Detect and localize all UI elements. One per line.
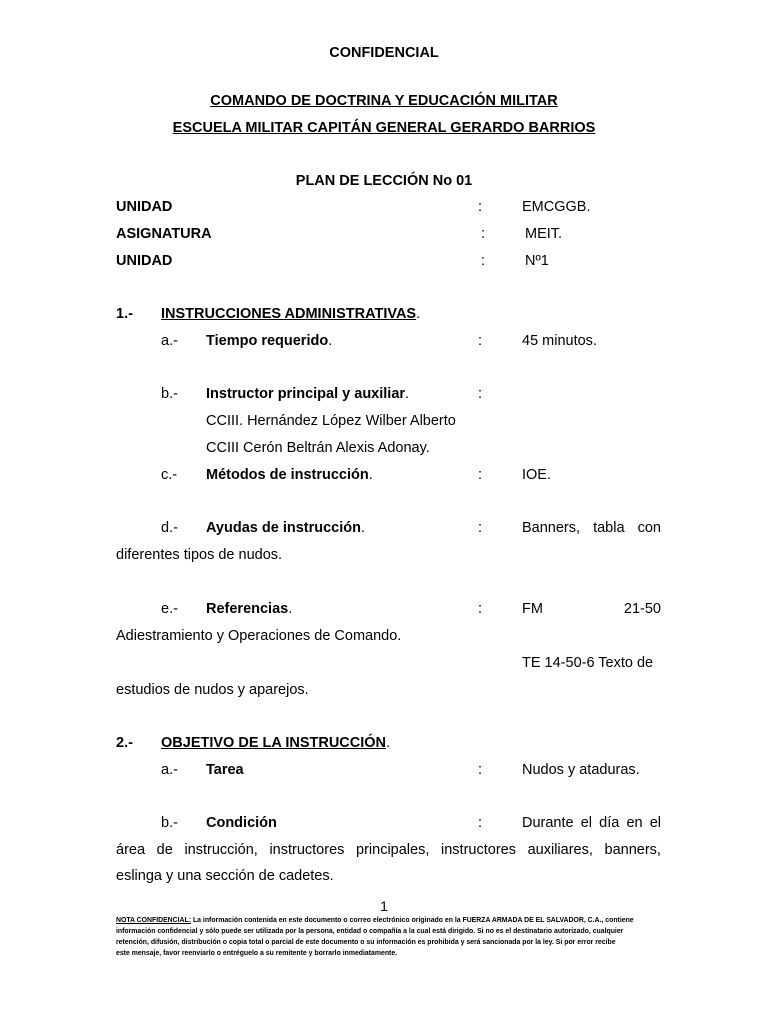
instructor-name: CCIII. Hernández López Wilber Alberto — [206, 413, 456, 429]
item-label: Condición — [206, 815, 277, 831]
footer-line: retención, difusión, distribución o copia total o parcial de este documento o su información es prohibida y será sancionada por la ley. Si por error recibe — [116, 939, 616, 946]
value-word: de — [156, 842, 173, 858]
value-word: principales, — [356, 842, 430, 858]
item-colon: : — [478, 467, 483, 483]
item-value-justified — [522, 814, 661, 832]
section-title-period: . — [386, 735, 391, 751]
footer-notice — [116, 915, 664, 959]
item-label-wrap — [206, 332, 332, 350]
info-value: MEIT. — [525, 226, 563, 242]
value-word: con — [637, 520, 661, 536]
info-colon: : — [481, 253, 486, 269]
item-label: Referencias — [206, 601, 289, 617]
value-word: instrucción, — [184, 842, 258, 858]
section-title: OBJETIVO DE LA INSTRUCCIÓN — [161, 735, 387, 751]
item-letter: b.- — [161, 386, 178, 402]
reference-2: TE 14-50-6 Texto de — [522, 655, 654, 671]
value-word: área — [116, 842, 146, 858]
value-word: el — [649, 815, 661, 831]
page-number: 1 — [380, 898, 388, 914]
item-colon: : — [478, 815, 483, 831]
item-letter: b.- — [161, 815, 178, 831]
footer-line — [116, 915, 664, 926]
item-continuation: eslinga y una sección de cadetes. — [116, 868, 334, 884]
item-continuation: diferentes tipos de nudos. — [116, 547, 283, 563]
item-period: . — [328, 333, 333, 349]
item-period: . — [360, 520, 365, 536]
value-word: FM — [522, 601, 543, 617]
item-letter: a.- — [161, 762, 178, 778]
value-word: instructores — [269, 842, 345, 858]
footer-line: este mensaje, favor reenviarlo o entréguelo a su remitente y borrarlo inmediatamente. — [116, 950, 398, 957]
school-heading: ESCUELA MILITAR CAPITÁN GENERAL GERARDO BARRIOS — [172, 120, 596, 136]
item-letter: e.- — [161, 601, 178, 617]
item-colon: : — [478, 333, 483, 349]
item-colon: : — [478, 520, 483, 536]
item-continuation: Adiestramiento y Operaciones de Comando. — [116, 628, 402, 644]
item-period: . — [405, 386, 410, 402]
footer-label: NOTA CONFIDENCIAL: — [116, 917, 192, 924]
item-value-justified — [522, 600, 661, 618]
item-value: IOE. — [522, 467, 552, 483]
value-word: el — [580, 815, 593, 831]
item-period: . — [288, 601, 293, 617]
item-letter: c.- — [161, 467, 178, 483]
item-label: Métodos de instrucción — [206, 467, 369, 483]
value-word: Durante — [522, 815, 574, 831]
plan-title: PLAN DE LECCIÓN No 01 — [295, 173, 473, 189]
value-word: banners, — [604, 842, 661, 858]
value-word: Banners, — [522, 520, 581, 536]
section-title: INSTRUCCIONES ADMINISTRATIVAS — [161, 306, 417, 322]
item-label: Instructor principal y auxiliar — [206, 386, 406, 402]
value-word: tabla — [593, 520, 625, 536]
item-label-wrap — [206, 385, 409, 403]
item-colon: : — [478, 762, 483, 778]
item-label: Ayudas de instrucción — [206, 520, 361, 536]
command-heading: COMANDO DE DOCTRINA Y EDUCACIÓN MILITAR — [210, 93, 558, 109]
item-period: . — [368, 467, 373, 483]
info-colon: : — [481, 226, 486, 242]
item-letter: d.- — [161, 520, 178, 536]
info-value: EMCGGB. — [522, 199, 591, 215]
item-value: Nudos y ataduras. — [522, 762, 640, 778]
item-letter: a.- — [161, 333, 178, 349]
item-label: Tiempo requerido — [206, 333, 329, 349]
item-value-justified — [522, 519, 661, 537]
instructor-name: CCIII Cerón Beltrán Alexis Adonay. — [206, 440, 430, 456]
item-label-wrap — [206, 600, 292, 618]
info-label: ASIGNATURA — [116, 226, 212, 242]
info-label: UNIDAD — [116, 199, 173, 215]
item-label-wrap — [206, 466, 373, 484]
section-title-wrap — [161, 305, 420, 323]
item-label-wrap — [206, 519, 365, 537]
item-colon: : — [478, 386, 483, 402]
section-number: 2.- — [116, 735, 133, 751]
footer-text: La información contenida en este documento o correo electrónico originado en la FUERZA ARMADA DE EL SALVADOR, C.A., contiene — [191, 917, 634, 924]
item-value: 45 minutos. — [522, 333, 597, 349]
info-colon: : — [478, 199, 483, 215]
section-title-wrap — [161, 734, 390, 752]
value-word: día — [599, 815, 620, 831]
footer-line: información confidencial y sólo puede ser utilizada por la persona, entidad o compañía a la cual está dirigido. Si no es el destinatario autorizado, cualquier — [116, 928, 624, 935]
section-number: 1.- — [116, 306, 133, 322]
info-value: Nº1 — [525, 253, 549, 269]
item-continuation-justified — [116, 841, 661, 859]
info-label: UNIDAD — [116, 253, 173, 269]
confidential-heading: CONFIDENCIAL — [329, 45, 439, 61]
value-word: instructores — [441, 842, 516, 858]
value-word: 21-50 — [623, 601, 661, 617]
value-word: en — [626, 815, 643, 831]
section-title-period: . — [416, 306, 421, 322]
item-label: Tarea — [206, 762, 244, 778]
reference-2-continuation: estudios de nudos y aparejos. — [116, 682, 309, 698]
item-colon: : — [478, 601, 483, 617]
value-word: auxiliares, — [527, 842, 593, 858]
